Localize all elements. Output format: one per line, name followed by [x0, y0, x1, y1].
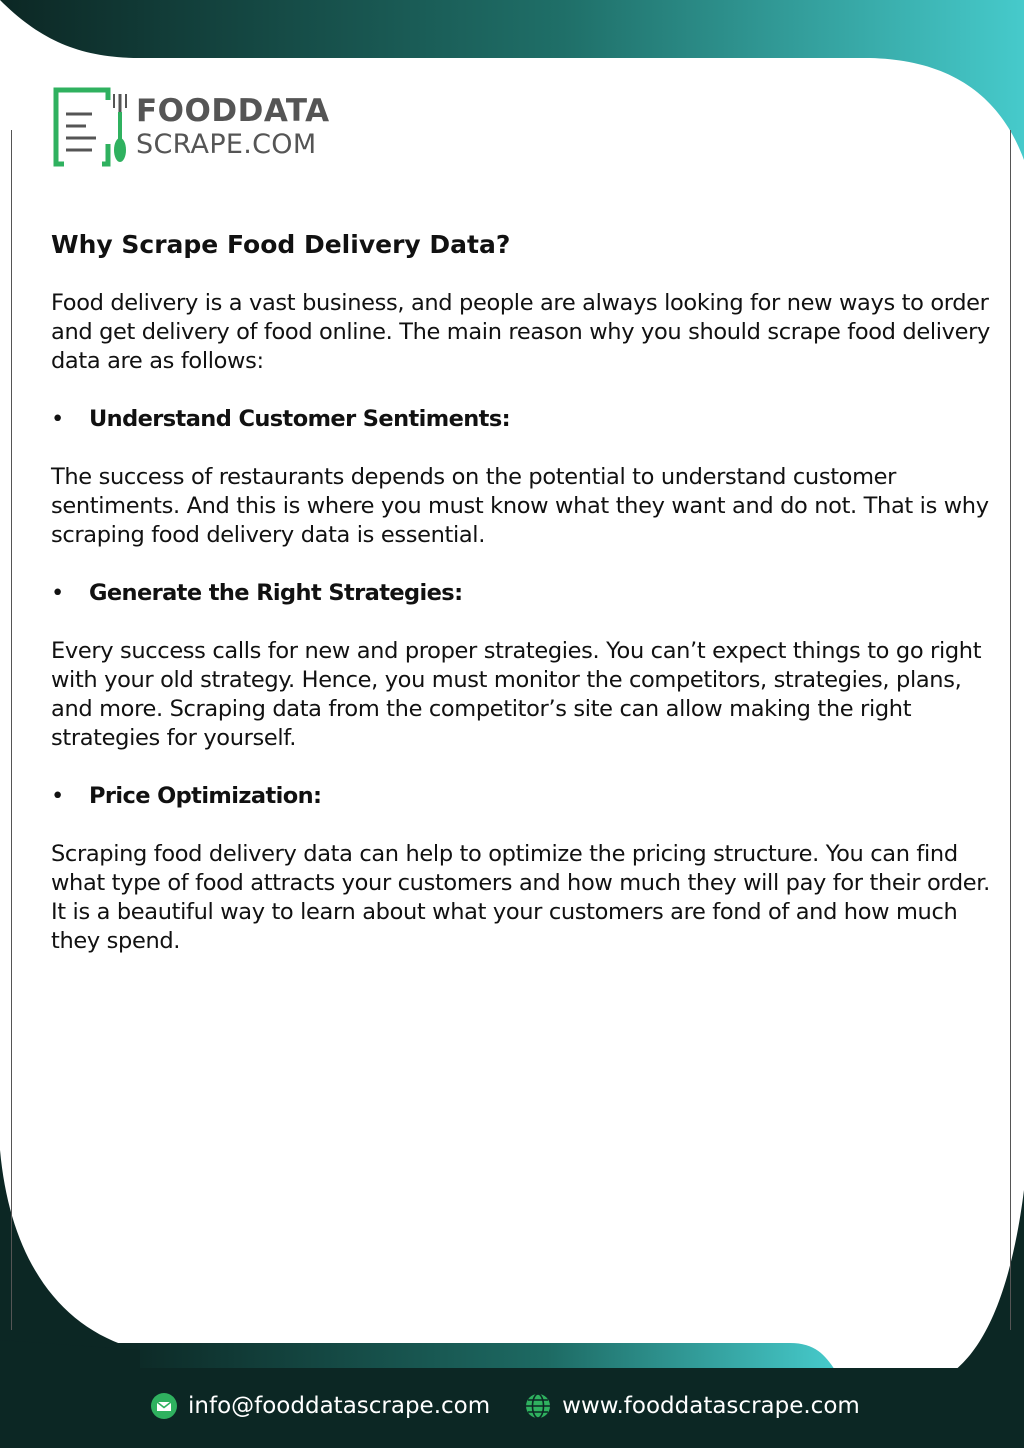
brand-logo	[52, 86, 330, 168]
section-heading	[51, 782, 991, 811]
bullet-marker: •	[51, 783, 65, 809]
footer-website[interactable]	[524, 1392, 860, 1420]
intro-paragraph: Food delivery is a vast business, and people are always looking for new ways to order and get delivery of food online. The main reason why you should scrape food delivery data are as follows:	[51, 290, 990, 374]
brand-name-line2: SCRAPE.COM	[136, 129, 317, 160]
footer-email[interactable]	[150, 1392, 490, 1420]
page-title: Why Scrape Food Delivery Data?	[51, 230, 511, 259]
bullet-marker: •	[51, 406, 65, 432]
section-label: Price Optimization:	[89, 783, 322, 809]
document-body	[51, 230, 991, 985]
website-link[interactable]: www.fooddatascrape.com	[562, 1393, 860, 1419]
section-heading	[51, 405, 991, 434]
footer-contacts	[150, 1392, 860, 1420]
brand-name-line1: FOODDATA	[136, 93, 330, 129]
section-label: Understand Customer Sentiments:	[89, 406, 511, 432]
section-paragraph: The success of restaurants depends on the potential to understand customer sentiments. And this is where you must know what they want and do not. That is why scraping food delivery data is essential.	[51, 464, 989, 548]
envelope-icon	[150, 1392, 178, 1420]
section-heading	[51, 579, 991, 608]
bottom-teal-strip	[115, 1343, 835, 1370]
globe-icon	[524, 1392, 552, 1420]
bullet-marker: •	[51, 580, 65, 606]
section-paragraph: Scraping food delivery data can help to optimize the pricing structure. You can find what type of food attracts your customers and how much they will pay for their order. It is a beautiful way to learn about what your customers are fond of and how much they spend.	[51, 841, 990, 954]
menu-fork-logo-icon	[52, 86, 128, 168]
email-link[interactable]: info@fooddatascrape.com	[188, 1393, 491, 1419]
section-label: Generate the Right Strategies:	[89, 580, 463, 606]
section-paragraph: Every success calls for new and proper strategies. You can’t expect things to go right with your old strategy. Hence, you must monitor the competitors, strategies, plans, and more. Scraping data from the competitor’s site can allow making the right strategies for yourself.	[51, 638, 982, 751]
